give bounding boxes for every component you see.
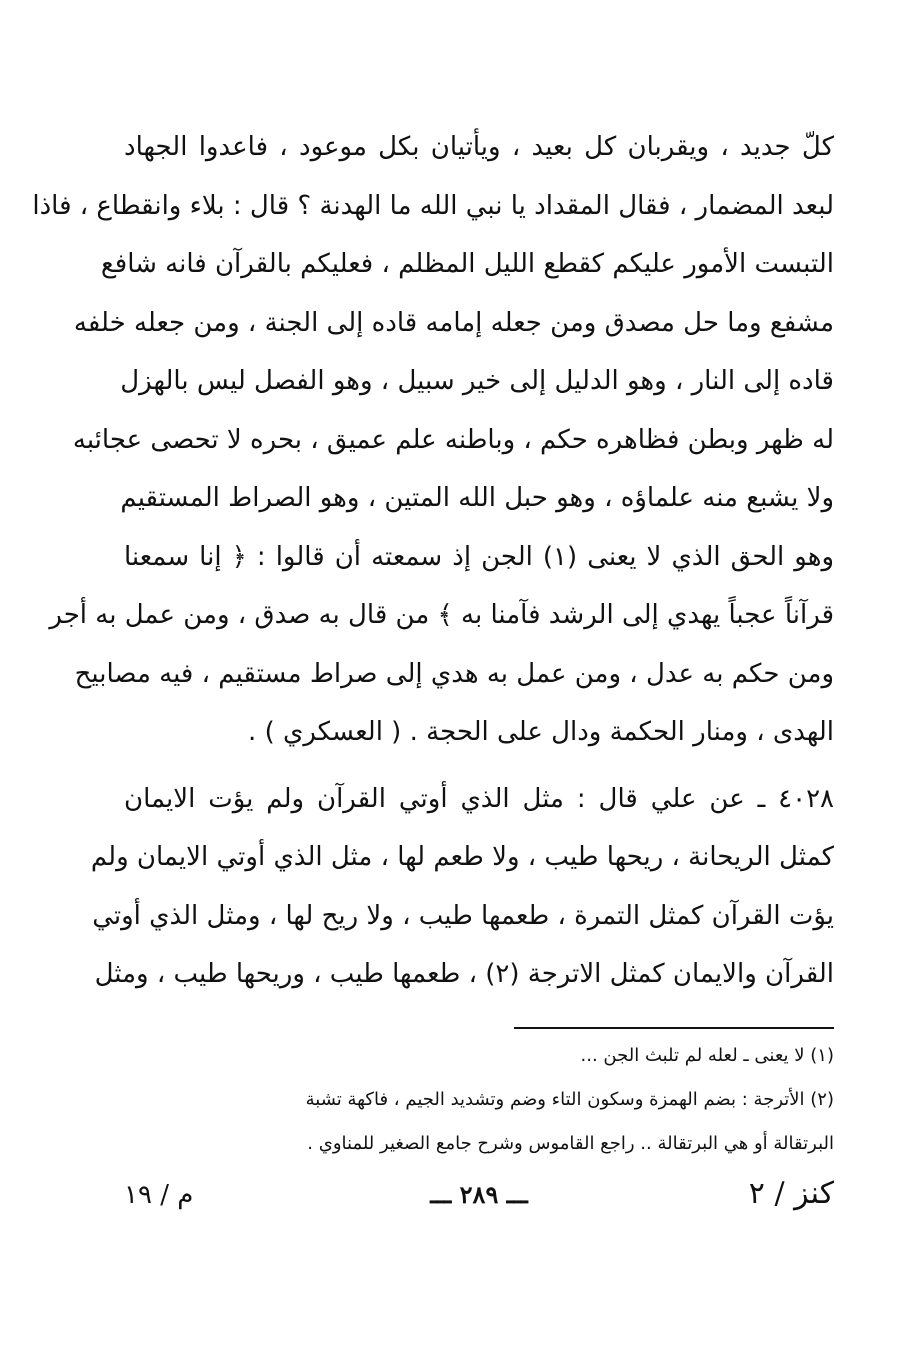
main-text <box>32 118 835 1004</box>
text-line: قرآناً عجباً يهدي إلى الرشد فآمنا به ﴾ من قال به صدق ، ومن عمل به أجر <box>49 600 834 630</box>
page-number: ـــ ٢٨٩ ـــ <box>430 1180 528 1209</box>
text-line: قاده إلى النار ، وهو الدليل إلى خير سبيل ، وهو الفصل ليس بالهزل <box>120 366 834 396</box>
hadith-line: كمثل الريحانة ، ريحها طيب ، ولا طعم لها ، مثل الذي أوتي الايمان ولم <box>90 842 834 872</box>
footnotes <box>124 1034 834 1166</box>
text-line: مشفع وما حل مصدق ومن جعله إمامه قاده إلى الجنة ، ومن جعله خلفه <box>73 307 834 338</box>
paragraph-gap <box>124 762 834 770</box>
hadith-line: يؤت القرآن كمثل التمرة ، طعمها طيب ، ولا ريح لها ، ومثل الذي أوتي <box>92 900 834 931</box>
text-line: ومن حكم به عدل ، ومن عمل به هدي إلى صراط مستقيم ، فيه مصابيح <box>74 658 834 689</box>
footnote-2: (٢) الأترجة : بضم الهمزة وسكون التاء وضم وتشديد الجيم ، فاكهة تشبة <box>305 1089 834 1110</box>
footnote-1: (١) لا يعنى ـ لعله لم تلبث الجن ... <box>580 1045 834 1066</box>
text-line: له ظهر وبطن فظاهره حكم ، وباطنه علم عميق ، بحره لا تحصى عجائبه <box>72 424 834 455</box>
signature-mark: م / ١٩ <box>124 1180 194 1210</box>
footnote-divider <box>514 1027 834 1029</box>
footnote-2-continuation: البرتقالة أو هي البرتقالة .. راجع القاموس وشرح جامع الصغير للمناوي . <box>307 1133 834 1154</box>
text-line: كلّ جديد ، ويقربان كل بعيد ، ويأتيان بكل موعود ، فاعدوا الجهاد <box>124 132 834 162</box>
text-line: التبست الأمور عليكم كقطع الليل المظلم ، فعليكم بالقرآن فانه شافع <box>100 249 834 279</box>
volume-label: كنز / ٢ <box>748 1176 834 1211</box>
text-line: ولا يشبع منه علماؤه ، وهو حبل الله المتين ، وهو الصراط المستقيم <box>120 483 834 513</box>
text-line: لبعد المضمار ، فقال المقداد يا نبي الله ما الهدنة ؟ قال : بلاء وانقطاع ، فاذا <box>32 190 834 221</box>
page-footer <box>124 1176 834 1230</box>
text-line: الهدى ، ومنار الحكمة ودال على الحجة . ( العسكري ) . <box>248 717 834 747</box>
hadith-line: ٤٠٢٨ ـ عن علي قال : مثل الذي أوتي القرآن ولم يؤت الايمان <box>124 783 834 814</box>
text-line: وهو الحق الذي لا يعنى (١) الجن إذ سمعته أن قالوا : ﴿ إنا سمعنا <box>124 541 835 572</box>
hadith-line: القرآن والايمان كمثل الاترجة (٢) ، طعمها طيب ، وريحها طيب ، ومثل <box>94 959 834 989</box>
